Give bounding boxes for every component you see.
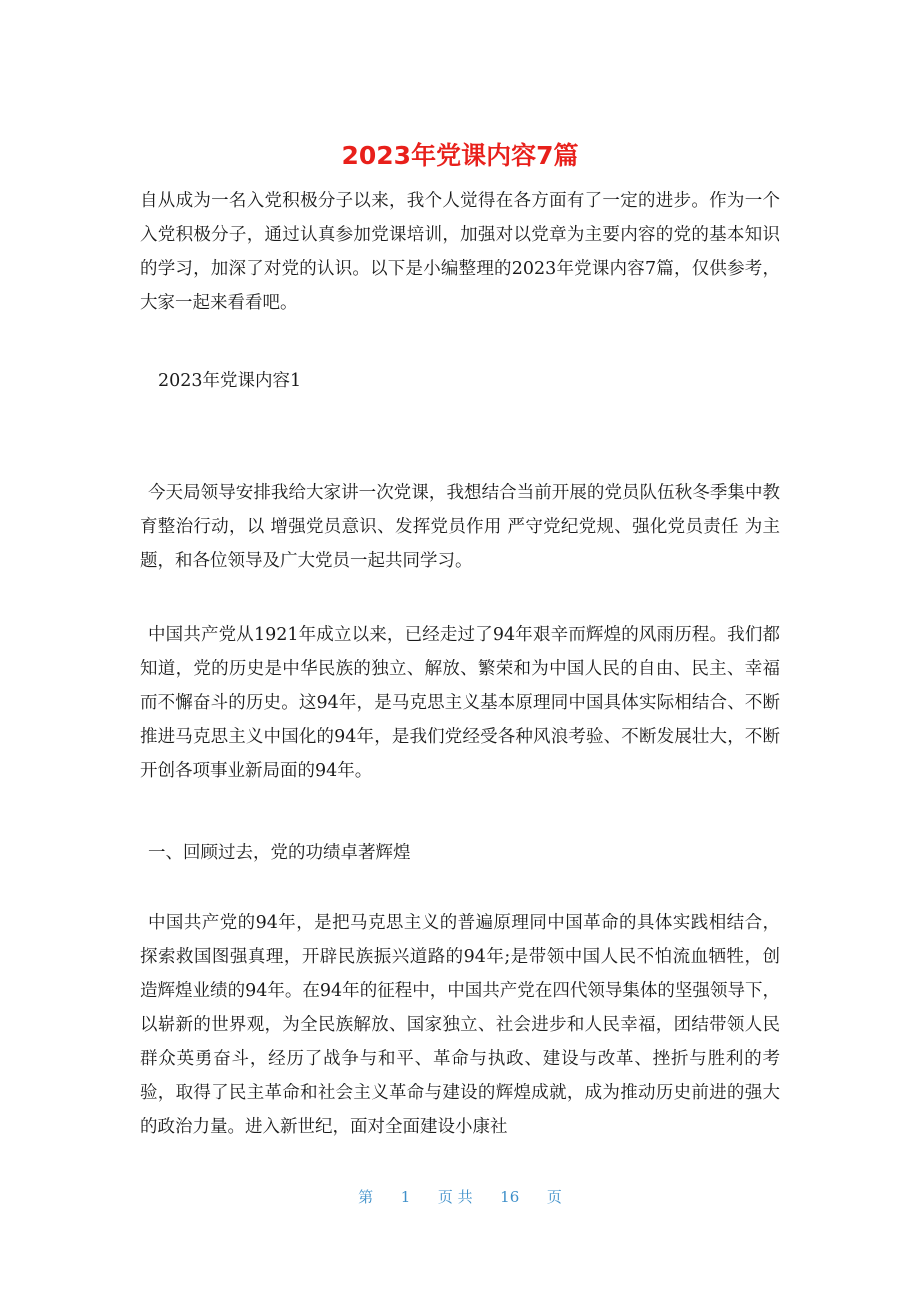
subheading-1: 一、回顾过去，党的功绩卓著辉煌 [148,843,411,863]
current-page-number: 1 [400,1188,411,1206]
page-label-mid: 页 共 [437,1188,473,1206]
total-pages-number: 16 [500,1188,520,1206]
section-heading: 2023年党课内容1 [158,371,302,391]
page-footer [0,1186,920,1208]
page-label-suffix: 页 [546,1188,562,1206]
body-paragraph-2: 中国共产党从1921年成立以来，已经走过了94年艰辛而辉煌的风雨历程。我们都知道，党的历史是中华民族的独立、解放、繁荣和为中国人民的自由、民主、幸福而不懈奋斗的历史。这94年，是马克思主义基本原理同中国具体实际相结合、不断推进马克思主义中国化的94年，是我们党经受各种风浪考验、不断发展壮大，不断开创各项事业新局面的94年。 [140,625,780,781]
body-paragraph-3: 中国共产党的94年，是把马克思主义的普遍原理同中国革命的具体实践相结合，探索救国图强真理，开辟民族振兴道路的94年;是带领中国人民不怕流血牺牲，创造辉煌业绩的94年。在94年的征程中，中国共产党在四代领导集体的坚强领导下，以崭新的世界观，为全民族解放、国家独立、社会进步和人民幸福，团结带领人民群众英勇奋斗，经历了战争与和平、革命与执政、建设与改革、挫折与胜利的考验，取得了民主革命和社会主义革命与建设的辉煌成就，成为推动历史前进的强大的政治力量。进入新世纪，面对全面建设小康社 [140,913,780,1137]
document-title: 2023年党课内容7篇 [341,141,579,170]
intro-paragraph: 自从成为一名入党积极分子以来，我个人觉得在各方面有了一定的进步。作为一个入党积极分子，通过认真参加党课培训，加强对以党章为主要内容的党的基本知识的学习，加深了对党的认识。以下是小编整理的2023年党课内容7篇，仅供参考，大家一起来看看吧。 [140,191,780,313]
page-label-prefix: 第 [358,1188,374,1206]
body-paragraph-1: 今天局领导安排我给大家讲一次党课，我想结合当前开展的党员队伍秋冬季集中教育整治行动，以 增强党员意识、发挥党员作用 严守党纪党规、强化党员责任 为主题，和各位领导及广大党员一起共同学习。 [140,483,780,571]
